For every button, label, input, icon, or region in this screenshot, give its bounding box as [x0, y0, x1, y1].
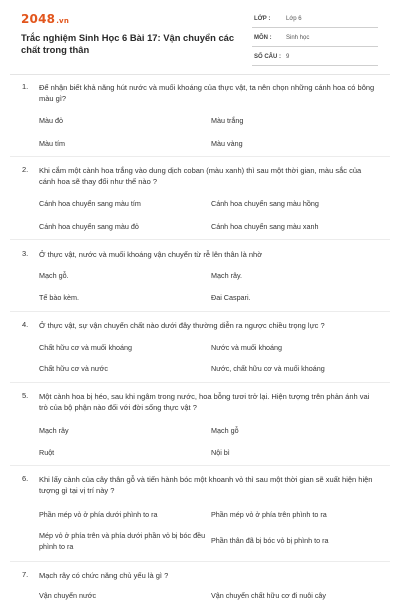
question-divider	[10, 239, 390, 240]
logo-text: 2048	[21, 12, 56, 26]
option-b[interactable]: Phần mép vỏ ở phía trên phình to ra	[211, 510, 327, 519]
question-divider	[10, 156, 390, 157]
option-c[interactable]: Màu tím	[39, 139, 65, 148]
question-text: Ở thực vật, sự vận chuyển chất nào dưới đây thường diễn ra ngược chiều trọng lực ?	[39, 321, 325, 330]
question-number: 5.	[22, 391, 29, 400]
option-d[interactable]: Phần thân đã bị bóc vỏ bị phình to ra	[211, 536, 329, 545]
option-a[interactable]: Cánh hoa chuyển sang màu tím	[39, 199, 141, 208]
option-a[interactable]: Chất hữu cơ và muối khoáng	[39, 343, 133, 352]
question-text: Khi cắm một cành hoa trắng vào dung dịch coban (màu xanh) thì sau một thời gian, màu sắc của cánh hoa sẽ thay đổi như thế nào ?	[39, 166, 362, 186]
meta-key: MÔN :	[254, 35, 272, 41]
header-divider	[10, 74, 390, 75]
meta-value: Lớp 6	[286, 16, 302, 22]
option-d[interactable]: Nước, chất hữu cơ và muối khoáng	[211, 364, 325, 373]
option-c[interactable]: Cánh hoa chuyển sang màu đỏ	[39, 222, 139, 231]
option-d[interactable]: Nội bì	[211, 448, 230, 457]
site-logo[interactable]	[21, 12, 69, 26]
question-number: 6.	[22, 474, 29, 483]
question-text: Ở thực vật, nước và muối khoáng vận chuyển từ rễ lên thân là nhờ	[39, 250, 263, 259]
question-text: Một cành hoa bị héo, sau khi ngâm trong nước, hoa bỗng tươi trở lại. Hiện tượng trên phản ánh vai trò của bộ phận nào đối với đời sống thực vật ?	[39, 392, 370, 412]
question-number: 1.	[22, 82, 29, 91]
question-number: 4.	[22, 320, 29, 329]
option-b[interactable]: Mạch gỗ	[211, 426, 239, 435]
meta-row-subject	[252, 32, 378, 47]
question-number: 3.	[22, 249, 29, 258]
question-divider	[10, 311, 390, 312]
option-d[interactable]: Cánh hoa chuyển sang màu xanh	[211, 222, 319, 231]
question-number: 7.	[22, 570, 29, 579]
meta-row-count	[252, 51, 378, 66]
option-d[interactable]: Màu vàng	[211, 139, 243, 148]
meta-row-grade	[252, 13, 378, 28]
meta-key: SỐ CÂU :	[254, 54, 281, 60]
option-c[interactable]: Mép vỏ ở phía trên và phía dưới phần vỏ bị bóc đều phình to ra	[39, 531, 206, 551]
question-divider	[10, 561, 390, 562]
option-c[interactable]: Chất hữu cơ và nước	[39, 364, 108, 373]
logo-suffix: .vn	[56, 17, 70, 25]
option-b[interactable]: Vận chuyển chất hữu cơ đi nuôi cây	[211, 591, 327, 600]
option-a[interactable]: Phần mép vỏ ở phía dưới phình to ra	[39, 510, 158, 519]
option-b[interactable]: Cánh hoa chuyển sang màu hồng	[211, 199, 319, 208]
question-text: Khi lấy cành của cây thân gỗ và tiến hành bóc một khoanh vỏ thì sau một thời gian sẽ xuất hiện hiện tượng gì tại vị trí này ?	[39, 475, 373, 495]
worksheet-header	[0, 0, 400, 74]
option-b[interactable]: Mạch rây.	[211, 271, 243, 280]
question-text: Để nhận biết khả năng hút nước và muối khoáng của thực vật, ta nên chọn những cánh hoa có bông màu gì?	[39, 83, 375, 103]
question-divider	[10, 465, 390, 466]
option-a[interactable]: Vận chuyển nước	[39, 591, 97, 600]
question-number: 2.	[22, 165, 29, 174]
meta-key: LỚP :	[254, 16, 271, 22]
meta-value: Sinh học	[286, 35, 310, 41]
question-divider	[10, 382, 390, 383]
question-text: Mạch rây có chức năng chủ yếu là gì ?	[39, 571, 169, 580]
option-a[interactable]: Mạch gỗ.	[39, 271, 69, 280]
option-b[interactable]: Nước và muối khoáng	[211, 343, 283, 352]
option-a[interactable]: Mạch rây	[39, 426, 69, 435]
option-a[interactable]: Màu đỏ	[39, 116, 63, 125]
option-c[interactable]: Tế bào kèm.	[39, 293, 79, 302]
meta-panel	[252, 13, 378, 70]
meta-value: 9	[286, 54, 290, 60]
option-c[interactable]: Ruột	[39, 448, 55, 457]
option-b[interactable]: Màu trắng	[211, 116, 244, 125]
option-d[interactable]: Đai Caspari.	[211, 293, 251, 302]
page-title: Trắc nghiệm Sinh Học 6 Bài 17: Vận chuyển các chất trong thân	[21, 32, 235, 55]
